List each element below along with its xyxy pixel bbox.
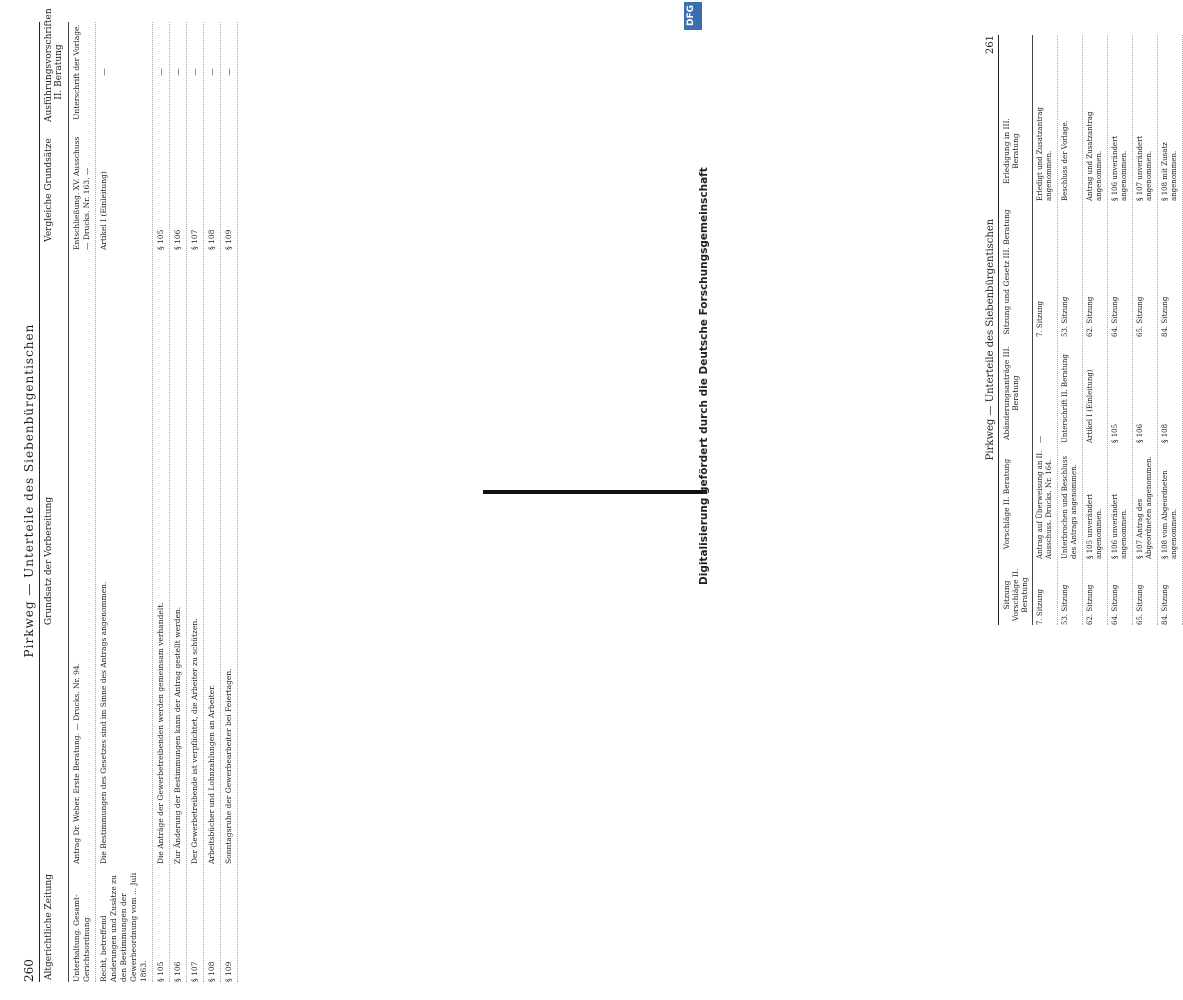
table-cell: Artikel I (Einleitung) bbox=[99, 171, 108, 250]
right-col-header: Abänderungsanträge III. Beratung bbox=[1002, 346, 1020, 440]
table-cell: § 108 mit Zusatz angenommen. bbox=[1161, 142, 1178, 201]
left-col-header: Grundsatz der Vorbereitung bbox=[44, 496, 54, 626]
right-table-body bbox=[1033, 35, 1183, 625]
table-cell: Der Gewerbetreibende ist verpflichtet, die Arbeiter zu schützen. bbox=[190, 618, 199, 864]
left-column-headers bbox=[40, 8, 69, 982]
table-row bbox=[1108, 35, 1133, 625]
table-row bbox=[204, 22, 221, 982]
table-cell: Arbeitsbücher und Lohnzahlungen an Arbeiter. bbox=[207, 684, 216, 864]
right-col-header: Sitzung Vorschläge II. Beratung bbox=[1002, 568, 1029, 622]
table-cell: Entschließung. XV. Ausschuss — Drucks. Nr. 163. — bbox=[72, 136, 91, 250]
table-cell: — bbox=[190, 68, 199, 76]
table-cell: § 107 Antrag des Abgeordneten angenommen. bbox=[1136, 456, 1153, 559]
table-row bbox=[187, 22, 204, 982]
table-cell: § 107 bbox=[190, 961, 199, 982]
table-row bbox=[69, 22, 96, 982]
table-cell: § 106 bbox=[173, 229, 182, 250]
right-page-number: 261 bbox=[985, 35, 996, 55]
table-row bbox=[221, 22, 238, 982]
table-cell: § 105 unverändert angenommen. bbox=[1086, 493, 1103, 559]
table-row bbox=[1133, 35, 1158, 625]
table-cell: § 108 bbox=[207, 229, 216, 250]
table-cell: § 106 bbox=[1136, 423, 1144, 443]
table-cell: Die Bestimmungen des Gesetzes sind im Sinne des Antrags angenommen. bbox=[99, 581, 108, 864]
left-table-body bbox=[69, 22, 238, 982]
table-cell: Unterschrift der Vorlage. bbox=[72, 24, 81, 120]
table-cell: 64. Sitzung bbox=[1111, 584, 1119, 625]
table-cell: Antrag Dr. Weber. Erste Beratung. — Drucks. Nr. 94. bbox=[72, 662, 81, 864]
watermark-text: Digitalisierung gefördert durch die Deutsche Forschungsgemeinschaft bbox=[698, 167, 710, 585]
right-col-header: Sitzung und Gesetz III. Beratung bbox=[1002, 209, 1011, 335]
table-cell: Unterschrift II. Beratung bbox=[1061, 353, 1069, 443]
left-col-header: Vergleiche Grundsätze bbox=[44, 138, 54, 242]
table-cell: § 105 bbox=[156, 229, 165, 250]
table-cell: Unterbrochen und Beschluss des Antrags angenommen. bbox=[1061, 455, 1078, 559]
table-cell: § 106 unverändert angenommen. bbox=[1111, 493, 1128, 559]
table-cell: — bbox=[173, 68, 182, 76]
right-page-header bbox=[985, 35, 999, 625]
table-row bbox=[170, 22, 187, 982]
table-cell: 65. Sitzung bbox=[1136, 584, 1144, 625]
table-cell: Antrag und Zusatzantrag angenommen. bbox=[1086, 111, 1103, 201]
table-cell: — bbox=[1036, 436, 1044, 443]
table-cell: 84. Sitzung bbox=[1161, 584, 1169, 625]
table-cell: Sonntagsruhe der Gewerbearbeiter bei Feiertagen. bbox=[224, 668, 233, 864]
table-cell: — bbox=[224, 68, 233, 76]
right-page-content bbox=[985, 35, 1183, 625]
table-cell: § 107 bbox=[190, 229, 199, 250]
page-gutter bbox=[478, 0, 490, 1000]
table-cell: Unterhaltung. Gesamt-Gerichtsordnung bbox=[72, 894, 91, 982]
table-cell: — bbox=[99, 68, 108, 76]
left-page-number: 260 bbox=[22, 959, 36, 982]
table-cell: 62. Sitzung bbox=[1086, 584, 1094, 625]
table-cell: Zur Änderung der Bestimmungen kann der Antrag gestellt werden. bbox=[173, 606, 182, 864]
table-cell: 65. Sitzung bbox=[1136, 296, 1144, 337]
table-cell: § 108 vom Abgeordneten angenommen. bbox=[1161, 470, 1178, 559]
table-cell: Die Anträge der Gewerbetreibenden werden gemeinsam verhandelt. bbox=[156, 602, 165, 864]
table-row bbox=[153, 22, 170, 982]
table-cell: Artikel I (Einleitung) bbox=[1086, 369, 1094, 443]
table-cell: § 108 bbox=[207, 961, 216, 982]
table-cell: § 107 unverändert angenommen. bbox=[1136, 135, 1153, 201]
table-cell: — bbox=[207, 68, 216, 76]
table-cell: § 106 unverändert angenommen. bbox=[1111, 135, 1128, 201]
table-row bbox=[1158, 35, 1183, 625]
table-cell: 64. Sitzung bbox=[1111, 296, 1119, 337]
table-cell: 53. Sitzung bbox=[1061, 296, 1069, 337]
right-page bbox=[490, 0, 1178, 1000]
table-cell: Beschluss der Vorlage. bbox=[1061, 120, 1069, 201]
left-page-content bbox=[22, 8, 472, 982]
table-cell: Erledigt und Zusatzantrag angenommen. bbox=[1036, 107, 1053, 201]
table-cell: § 109 bbox=[224, 961, 233, 982]
digitization-watermark bbox=[680, 30, 710, 590]
table-cell: § 108 bbox=[1161, 423, 1169, 443]
table-cell: § 106 bbox=[173, 961, 182, 982]
table-cell: Antrag auf Überweisung an II. Ausschuss. Drucks. Nr. 164. bbox=[1036, 450, 1053, 559]
table-cell: § 105 bbox=[156, 961, 165, 982]
table-row bbox=[1033, 35, 1058, 625]
table-cell: § 109 bbox=[224, 229, 233, 250]
table-cell: 7. Sitzung bbox=[1036, 301, 1044, 337]
table-cell: 84. Sitzung bbox=[1161, 296, 1169, 337]
right-col-header: Erledigung in III. Beratung bbox=[1002, 118, 1020, 184]
table-row bbox=[96, 22, 153, 982]
right-running-title: Pirkweg — Unterteile des Siebenbürgentischen bbox=[985, 218, 996, 461]
right-column-headers bbox=[999, 35, 1033, 625]
left-running-title: Pirkweg — Unterteile des Siebenbürgentischen bbox=[22, 323, 36, 658]
table-row bbox=[1058, 35, 1083, 625]
left-col-header: Altgerichtliche Zeitung bbox=[44, 874, 54, 980]
table-cell: § 105 bbox=[1111, 423, 1119, 443]
table-cell: 7. Sitzung bbox=[1036, 589, 1044, 625]
table-row bbox=[1083, 35, 1108, 625]
left-page-header bbox=[22, 22, 40, 982]
left-col-header: Ausführungsvorschriften II. Beratung bbox=[44, 8, 64, 122]
table-cell: 53. Sitzung bbox=[1061, 584, 1069, 625]
table-cell: — bbox=[156, 68, 165, 76]
table-cell: Recht, betreffend Anderungen und Zusätze zu den Bestimmungen der Gewerbeordnung vom ... Juli 1863. bbox=[99, 872, 148, 982]
right-col-header: Vorschläge II. Beratung bbox=[1002, 458, 1011, 550]
table-cell: 62. Sitzung bbox=[1086, 296, 1094, 337]
left-page bbox=[0, 0, 478, 1000]
dfg-logo: DFG bbox=[684, 2, 702, 30]
